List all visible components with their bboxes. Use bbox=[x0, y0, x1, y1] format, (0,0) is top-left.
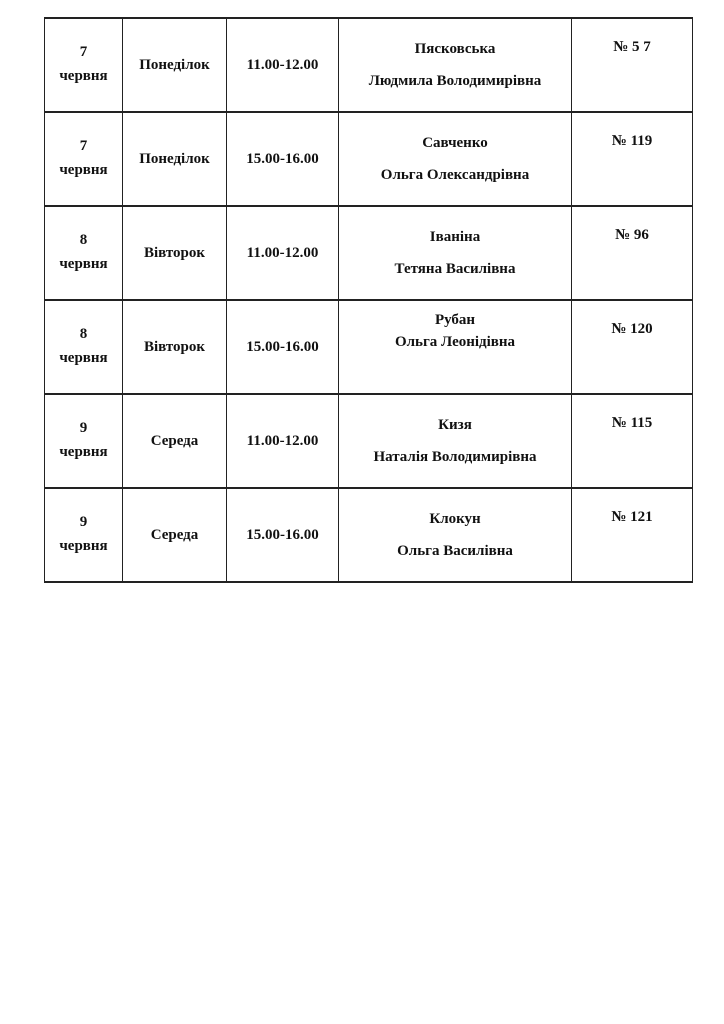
date-day: 8 bbox=[79, 232, 88, 248]
date-month: червня bbox=[59, 538, 108, 554]
date-day: 8 bbox=[79, 326, 88, 342]
name-cell bbox=[339, 394, 572, 488]
surname: Кизя bbox=[438, 417, 472, 433]
date-cell bbox=[45, 18, 123, 112]
name-cell bbox=[339, 206, 572, 300]
date-month: червня bbox=[59, 162, 108, 178]
given-names: Ольга Олександрівна bbox=[380, 167, 530, 183]
name-cell bbox=[339, 300, 572, 394]
table-row bbox=[45, 18, 693, 112]
weekday-cell: Понеділок bbox=[123, 112, 227, 206]
date-cell bbox=[45, 488, 123, 582]
time-cell: 15.00-16.00 bbox=[227, 300, 339, 394]
weekday-cell: Вівторок bbox=[123, 300, 227, 394]
date-month: червня bbox=[59, 68, 108, 84]
date-month: червня bbox=[59, 444, 108, 460]
surname: Рубан bbox=[434, 312, 476, 328]
room-cell: № 96 bbox=[572, 206, 693, 300]
surname: Савченко bbox=[422, 135, 488, 151]
surname: Іваніна bbox=[429, 229, 481, 245]
date-month: червня bbox=[59, 256, 108, 272]
time-cell: 15.00-16.00 bbox=[227, 488, 339, 582]
time-cell: 11.00-12.00 bbox=[227, 18, 339, 112]
weekday-cell: Понеділок bbox=[123, 18, 227, 112]
time-cell: 11.00-12.00 bbox=[227, 394, 339, 488]
date-cell bbox=[45, 112, 123, 206]
room-cell: № 5 7 bbox=[572, 18, 693, 112]
surname: Клокун bbox=[429, 511, 481, 527]
date-cell bbox=[45, 394, 123, 488]
time-cell: 11.00-12.00 bbox=[227, 206, 339, 300]
given-names: Ольга Василівна bbox=[397, 543, 513, 559]
date-day: 7 bbox=[79, 44, 88, 60]
table-row bbox=[45, 300, 693, 394]
given-names: Тетяна Василівна bbox=[394, 261, 516, 277]
room-cell: № 115 bbox=[572, 394, 693, 488]
weekday-cell: Середа bbox=[123, 394, 227, 488]
date-day: 9 bbox=[79, 514, 88, 530]
weekday-cell: Вівторок bbox=[123, 206, 227, 300]
name-cell bbox=[339, 112, 572, 206]
date-cell bbox=[45, 300, 123, 394]
consultation-schedule-table bbox=[44, 17, 693, 583]
room-cell: № 121 bbox=[572, 488, 693, 582]
date-cell bbox=[45, 206, 123, 300]
date-day: 7 bbox=[79, 138, 88, 154]
table-row bbox=[45, 488, 693, 582]
table-row bbox=[45, 394, 693, 488]
surname: Пясковська bbox=[414, 41, 496, 57]
date-month: червня bbox=[59, 350, 108, 366]
weekday-cell: Середа bbox=[123, 488, 227, 582]
given-names: Людмила Володимирівна bbox=[368, 73, 542, 89]
table-row bbox=[45, 206, 693, 300]
room-cell: № 120 bbox=[572, 300, 693, 394]
room-cell: № 119 bbox=[572, 112, 693, 206]
date-day: 9 bbox=[79, 420, 88, 436]
table-row bbox=[45, 112, 693, 206]
time-cell: 15.00-16.00 bbox=[227, 112, 339, 206]
name-cell bbox=[339, 488, 572, 582]
name-cell bbox=[339, 18, 572, 112]
given-names: Ольга Леонідівна bbox=[394, 334, 516, 350]
given-names: Наталія Володимирівна bbox=[373, 449, 537, 465]
